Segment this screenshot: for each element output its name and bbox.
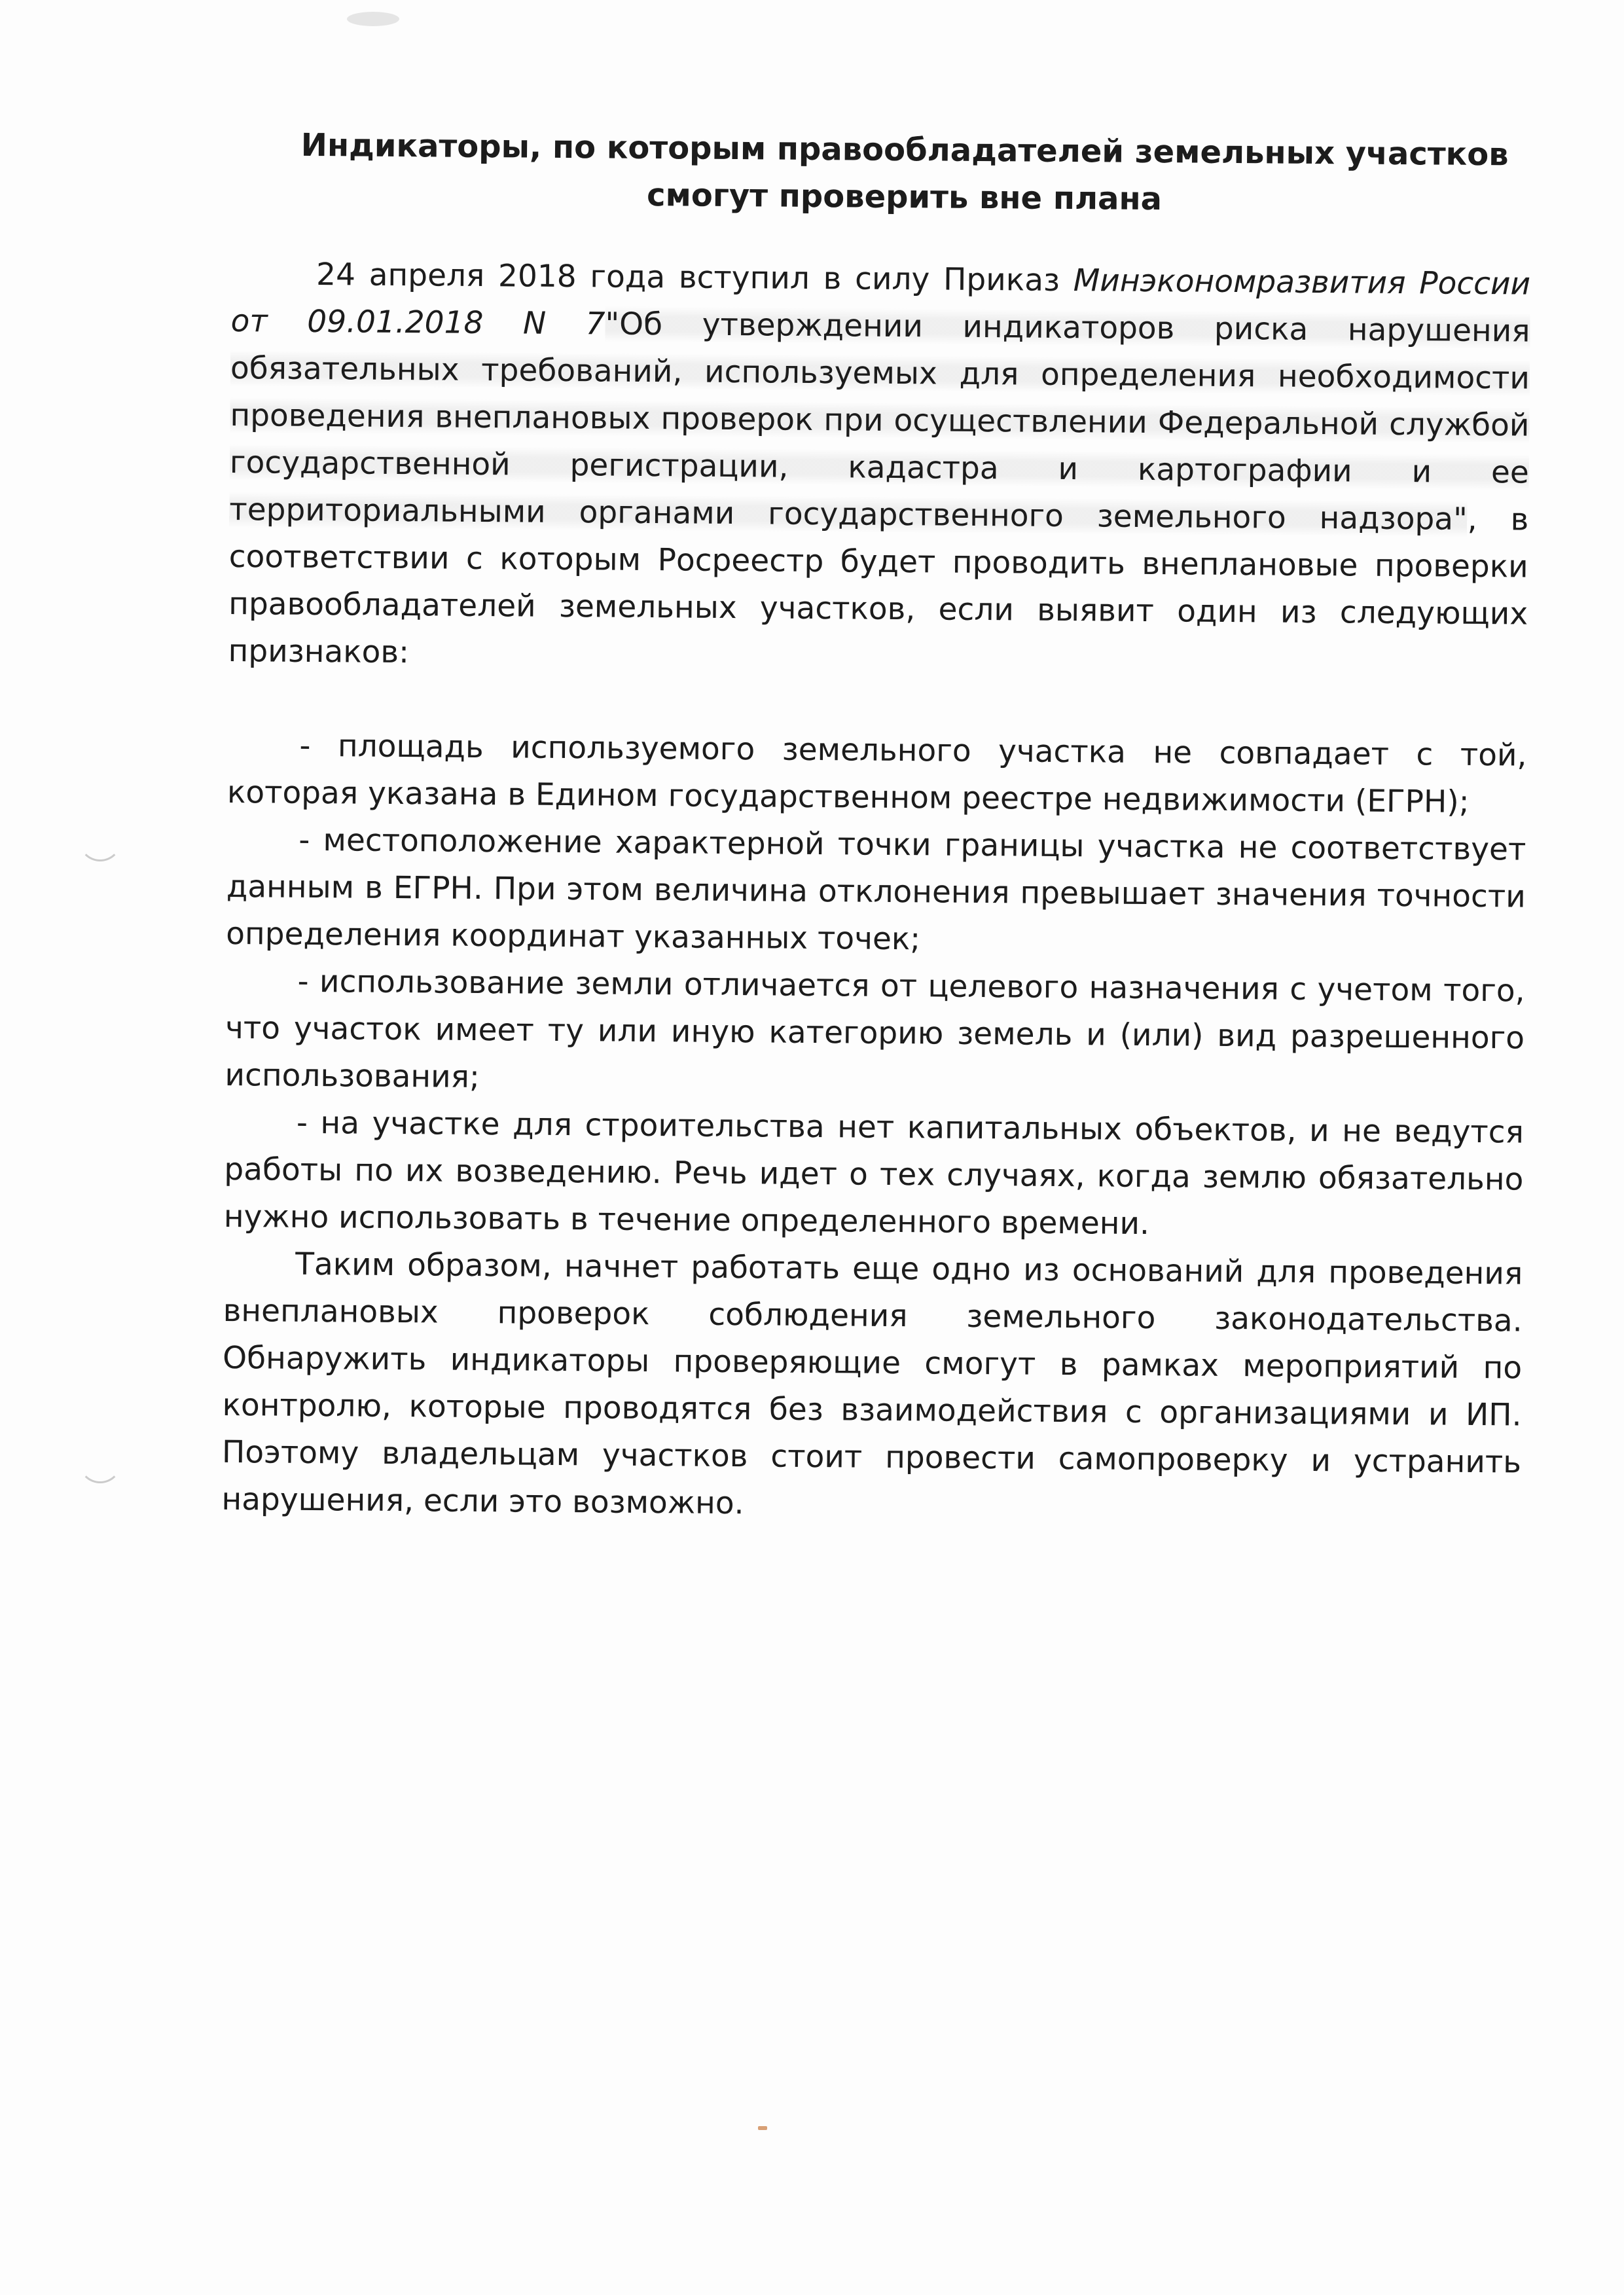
order-title: "Об утверждении индикаторов риска нарушения обязательных требований, используемых для определения необходимости проведения внеплановых проверок при осуществлении Федеральной службой государственной регистрации, кадастра и картографии и ее территориальными органами государственного земельного надзора" bbox=[229, 306, 1530, 537]
title-line-2: смогут проверить вне плана bbox=[646, 176, 1163, 218]
indicator-item-boundary-point: - местоположение характерной точки границы участка не соответствует данным в ЕГРН. При этом величина отклонения превышает значения точности определения координат указанных точек; bbox=[226, 822, 1526, 958]
indicator-item-land-use: - использование земли отличается от целевого назначения с учетом того, что участок имеет ту или иную категорию земель и (или) вид разрешенного использования; bbox=[225, 963, 1525, 1096]
indicator-item-area: - площадь используемого земельного участка не совпадает с той, которая указана в Едином государственном реестре недвижимости (ЕГРН); bbox=[226, 727, 1527, 820]
scan-punch-mark-1 bbox=[79, 818, 122, 861]
scan-punch-mark-2 bbox=[79, 1440, 122, 1483]
document-body bbox=[221, 121, 1532, 1534]
title-line-1: Индикаторы, по которым правообладателей земельных участков bbox=[300, 126, 1509, 173]
document-title bbox=[232, 121, 1532, 226]
intro-text-start: 24 апреля 2018 года вступил в силу Приказ bbox=[316, 257, 1074, 299]
intro-text-end: , в соответствии с которым Росреестр будет проводить внеплановые проверки правообладателей земельных участков, если выявит один из следующих признаков: bbox=[228, 501, 1529, 671]
order-reference: Минэкономразвития России от 09.01.2018 N 7 bbox=[230, 262, 1531, 342]
closing-paragraph: Таким образом, начнет работать еще одно из оснований для проведения внеплановых проверок соблюдения земельного законодательства. Обнаружить индикаторы проверяющие смогут в рамках мероприятий по контролю, которые проводятся без взаимодействия с организациями и ИП. Поэтому владельцам участков стоит провести самопроверку и устранить нарушения, если это возможно. bbox=[221, 1246, 1523, 1522]
indicator-item-construction: - на участке для строительства нет капитальных объектов, и не ведутся работы по их возведению. Речь идет о тех случаях, когда землю обязательно нужно использовать в течение определенного времени. bbox=[223, 1104, 1525, 1242]
scan-speck bbox=[758, 2126, 767, 2130]
intro-paragraph bbox=[228, 251, 1530, 685]
scan-smudge-top bbox=[347, 12, 399, 26]
